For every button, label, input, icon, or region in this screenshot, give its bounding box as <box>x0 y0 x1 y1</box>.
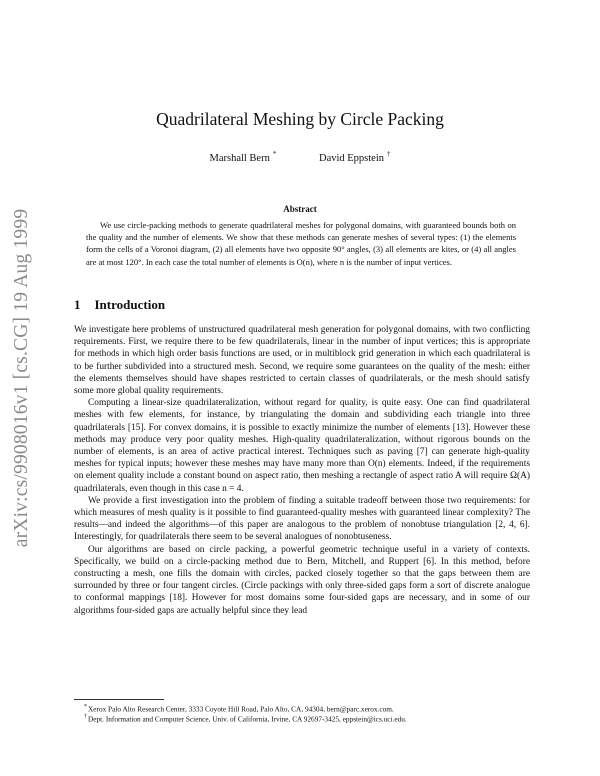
footnote-2-mark: † <box>84 714 87 720</box>
footnote-1-mark: * <box>84 704 87 710</box>
author-1 <box>209 150 277 164</box>
author-1-name: Marshall Bern <box>209 152 270 164</box>
abstract-heading: Abstract <box>283 204 317 214</box>
footnote-rule <box>74 699 164 700</box>
author-1-mark: * <box>272 150 277 158</box>
paragraph-1: We investigate here problems of unstructured quadrilateral mesh generation for polygonal domains, with two conflicting requirements. First, we require there to be few quadrilaterals, linear in the number of input vertices; this is appropriate for methods in which high order basis functions are used, or in multiblock grid generation in which each quadrilateral is to be further subdivided into a structured mesh. Second, we require some guarantees on the quality of the mesh: either the elements themselves should have shapes restricted to certain classes of quadrilaterals, or the mesh should satisfy some more global quality requirements. <box>74 325 530 397</box>
footnote-2 <box>74 713 540 723</box>
section-title: Introduction <box>94 297 166 312</box>
paragraph-3: We provide a first investigation into the problem of finding a suitable tradeoff between those two requirements: for which measures of mesh quality is it possible to find guaranteed-quality meshes with guaranteed linear complexity? The results—and indeed the algorithms—of this paper are analogous to the problem of nonobtuse triangulation [2, 4, 6]. Interestingly, for quadrilaterals there seem to be several analogues of nonobtuseness. <box>74 495 530 543</box>
footnote-2-text: Dept. Information and Computer Science, Univ. of California, Irvine, CA 92697-3425, eppstein@ics.uci.edu. <box>88 714 407 724</box>
author-2 <box>318 150 391 164</box>
arxiv-identifier <box>4 190 40 566</box>
arxiv-identifier-text: arXiv:cs/9908016v1 [cs.CG] 19 Aug 1999 <box>11 208 32 548</box>
author-list <box>70 150 530 164</box>
body-text <box>74 324 530 617</box>
section-heading <box>74 297 165 313</box>
paragraph-4: Our algorithms are based on circle packing, a powerful geometric technique useful in a variety of contexts. Specifically, we build on a circle-packing method due to Bern, Mitchell, and Ruppert [6]. In this method, before constructing a mesh, one fills the domain with circles, packed closely together so that the gaps between them are surrounded by three or four tangent circles. (Circle packings with only three-sided gaps form a sort of discrete analogue to conformal mappings [18]. However for most domains some four-sided gaps are necessary, and in some of our algorithms four-sided gaps are actually helpful since they lead <box>74 544 530 616</box>
footnote-1 <box>74 703 540 713</box>
author-2-mark: † <box>387 150 391 158</box>
section-number: 1 <box>74 297 81 312</box>
abstract-text: We use circle-packing methods to generate quadrilateral meshes for polygonal domains, with guaranteed bounds both on the quality and the number of elements. We show that these methods can generate meshes of several types: (1) the elements form the cells of a Voronoi diagram, (2) all elements have two opposite 90° angles, (3) all elements are kites, or (4) all angles are at most 120°. In each case the total number of elements is O(n), where n is the number of input vertices. <box>86 220 516 267</box>
footnote-1-text: Xerox Palo Alto Research Center, 3333 Coyote Hill Road, Palo Alto, CA, 94304, bern@parc.xerox.com. <box>88 704 394 714</box>
paragraph-2: Computing a linear-size quadrilateralization, without regard for quality, is quite easy. One can find quadrilateral meshes with few elements, for instance, by triangulating the domain and subdividing each triangle into three quadrilaterals [15]. For convex domains, it is possible to exactly minimize the number of elements [13]. However these methods may produce very poor quality meshes. High-quality quadrilateralization, without rigorous bounds on the number of elements, is an area of active practical interest. Techniques such as paving [7] can generate high-quality meshes for typical inputs; however these meshes may have many more than O(n) elements. Indeed, if the requirements on element quality include a constant bound on aspect ratio, then meshing a rectangle of aspect ratio A will require Ω(A) quadrilaterals, even though in this case n = 4. <box>74 398 530 494</box>
paper-title: Quadrilateral Meshing by Circle Packing <box>156 109 444 129</box>
author-2-name: David Eppstein <box>318 152 385 164</box>
